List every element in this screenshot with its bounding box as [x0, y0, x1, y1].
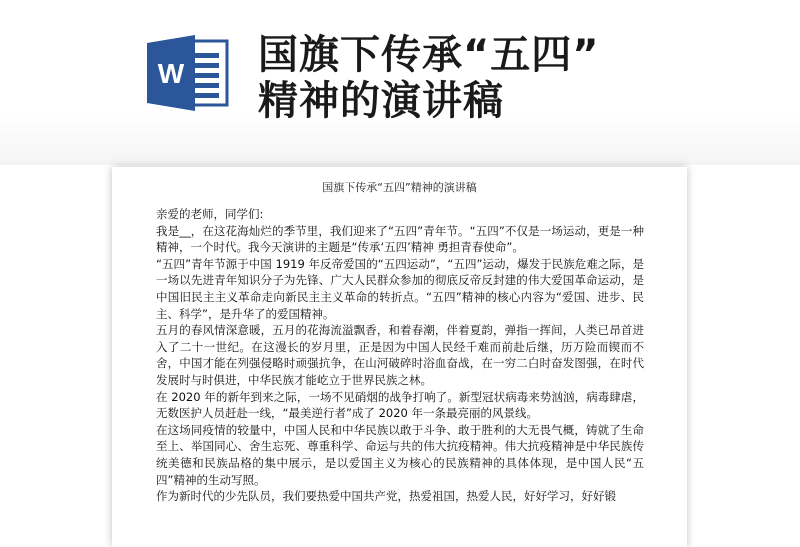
page-title-line-2: 精神的演讲稿 — [258, 78, 504, 124]
page-title-line-1: 国旗下传承“五四” — [258, 32, 600, 78]
paragraph: 我是__，在这花海灿烂的季节里，我们迎来了“五四”青年节。“五四”不仅是一场运动，更是一种精神，一个时代。我今天演讲的主题是“传承‘五四’精神 勇担青春使命”。 — [156, 223, 644, 255]
page-title — [258, 32, 600, 124]
paragraph: 作为新时代的少先队员，我们要热爱中国共产党，热爱祖国，热爱人民，好好学习，好好锻 — [156, 489, 616, 504]
word-icon-letter: W — [157, 58, 185, 89]
banner — [0, 0, 800, 165]
paragraph: “五四”青年节源于中国 1919 年反帝爱国的“五四运动”，“五四”运动，爆发于民族危难之际，是一场以先进青年知识分子为先锋、广大人民群众参加的彻底反帝反封建的伟大爱国革命运动，是中国旧民主主义革命走向新民主主义革命的转折点。“五四”精神的核心内容为“爱国、进步、民主、科学”，是升华了的爱国精神。 — [156, 256, 644, 321]
paragraph: 五月的春风情深意暖，五月的花海流溢飘香，和着春潮，伴着夏韵，弹指一挥间，人类已昂首进入了二十一世纪。在这漫长的岁月里，正是因为中国人民经千难而前赴后继，历万险而锲而不舍，中国才能在列强侵略时顽强抗争，在山河破碎时浴血奋战，在一穷二白时奋发图强，在时代发展时与时俱进，中华民族才能屹立于世界民族之林。 — [156, 323, 644, 387]
paragraph-greeting: 亲爱的老师，同学们: — [156, 207, 264, 221]
document-title: 国旗下传承“五四”精神的演讲稿 — [322, 181, 477, 194]
paragraph: 在 2020 年的新年到来之际，一场不见硝烟的战争打响了。新型冠状病毒来势汹汹，病毒肆虐，无数医护人员赶赴一线，“最美逆行者”成了 2020 年一条最亮丽的风景线。 — [156, 389, 644, 421]
document-body — [156, 206, 644, 505]
document-page — [112, 167, 687, 547]
word-document-icon — [145, 33, 235, 113]
paragraph: 在这场同疫情的较量中，中国人民和中华民族以敢于斗争、敢于胜利的大无畏气概，铸就了生命至上、举国同心、舍生忘死、尊重科学、命运与共的伟大抗疫精神。伟大抗疫精神是中华民族传统美德和民族品格的集中展示，是以爱国主义为核心的民族精神的具体体现，是中国人民“五四”精神的生动写照。 — [156, 422, 644, 487]
